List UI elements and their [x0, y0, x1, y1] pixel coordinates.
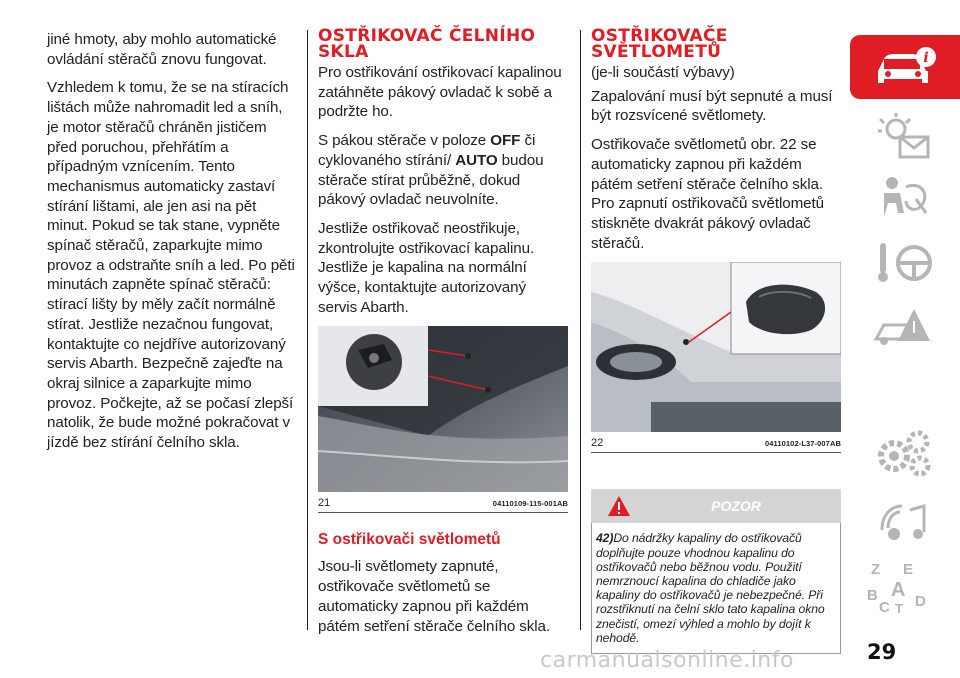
figure-number: 21	[318, 497, 331, 510]
text-run: S pákou stěrače v poloze	[318, 132, 491, 150]
subtitle: (je-li součástí výbavy)	[591, 64, 735, 81]
service-gears-icon	[870, 428, 940, 478]
section-heading	[318, 26, 568, 62]
washer-nozzle-photo	[318, 326, 568, 492]
paragraph: jiné hmoty, aby mohlo automatické ovládání stěračů znovu fungovat.	[47, 31, 277, 68]
paragraph: Pro ostřikování ostřikovací kapalinou zatáhněte pákový ovladač k sobě a podržte ho.	[318, 64, 562, 121]
text-run: budou stěrače stírat průběžně, dokud pákový ovladač neuvolníte.	[318, 151, 544, 209]
chapter-tab-multimedia[interactable]	[850, 495, 960, 551]
figure-caption	[591, 432, 841, 452]
index-letter: B	[867, 587, 878, 604]
paragraph	[318, 131, 568, 210]
windshield-washer-illustration	[318, 326, 568, 492]
keyword-auto: AUTO	[455, 151, 498, 169]
section-heading	[591, 26, 841, 62]
warning-header	[591, 489, 841, 523]
text-run: či cyklovaného stírání/	[318, 132, 536, 169]
column-2	[318, 26, 568, 645]
multimedia-icon	[870, 498, 940, 548]
paragraph: Jsou-li světlomety zapnuté, ostřikovače světlometů se automaticky zapnou při každém pátém setření stěrače čelního skla.	[318, 558, 551, 635]
column-1	[47, 30, 297, 462]
heading-line: SVĚTLOMETŮ	[591, 41, 722, 62]
column-3	[591, 26, 841, 654]
figure-22	[591, 262, 841, 453]
index-az-icon	[865, 561, 945, 617]
chapter-tab-emergency[interactable]	[850, 298, 960, 354]
warning-title: POZOR	[711, 498, 761, 515]
index-letter: Z	[871, 561, 881, 578]
chapter-tab-safety[interactable]	[850, 170, 960, 226]
page-number: 29	[867, 640, 897, 664]
warning-ref: 42)	[596, 531, 614, 546]
chapter-tab-starting[interactable]	[850, 234, 960, 290]
watermark: carmanualsonline.info	[540, 648, 794, 673]
paragraph: Jestliže ostřikovač neostřikuje, zkontrolujte ostřikovací kapalinu. Jestliže je kapalina na normální výšce, kontaktujte autorizovaný servis Abarth.	[318, 219, 535, 316]
chapter-tab-service[interactable]	[850, 425, 960, 481]
safety-airbag-icon	[870, 173, 940, 223]
index-letter: D	[915, 593, 926, 610]
figure-code: 04110102-L37-007AB	[764, 438, 841, 448]
warning-text	[596, 531, 830, 645]
column-divider-2	[580, 30, 581, 630]
heading-line: OSTŘIKOVAČE	[591, 26, 728, 46]
heading-line: OSTŘIKOVAČ ČELNÍHO	[318, 26, 536, 46]
figure-caption	[318, 492, 568, 512]
figure-21	[318, 326, 568, 513]
subheading: S ostřikovači světlometů	[318, 531, 501, 549]
steering-start-icon	[870, 237, 940, 287]
keyword-off: OFF	[490, 132, 521, 150]
warning-emergency-icon	[870, 301, 940, 351]
svg-text:i: i	[923, 50, 929, 66]
figure-code: 04110109-115-001AB	[492, 498, 568, 508]
index-letter: T	[895, 601, 903, 616]
index-letter: C	[879, 599, 890, 616]
chapter-tab-index[interactable]	[850, 558, 960, 620]
chapter-tab-car-info[interactable]	[850, 35, 960, 99]
paragraph: Zapalování musí být sepnuté a musí být rozsvícené světlomety.	[591, 87, 833, 125]
chapter-tab-dashboard[interactable]	[850, 108, 960, 164]
dashboard-lights-icon	[870, 111, 940, 161]
figure-number: 22	[591, 437, 604, 450]
headlight-washer-illustration	[591, 262, 841, 432]
index-letter: E	[903, 561, 914, 578]
heading-line: SKLA	[318, 41, 369, 62]
paragraph: Ostřikovače světlometů obr. 22 se automaticky zapnou při každém pátém setření stěrače čelního skla. Pro zapnutí ostřikovačů světlometů stiskněte dvakrát pákový ovladač stěračů.	[591, 136, 824, 252]
column-divider-1	[307, 30, 308, 630]
warning-body	[591, 523, 841, 654]
car-headlight-photo	[591, 262, 841, 432]
paragraph: Vzhledem k tomu, že se na stíracích lištách může nahromadit led a sníh, je motor stěračů chráněn jističem před poruchou, přehřátím a případným vznícením. Tento mechanismus automaticky zastaví stírání lištami, ale jen asi na pět minut. Pokud se tak stane, vypněte spínač stěračů, zaparkujte mimo provoz a odstraňte sníh a led. Po pěti minutách zapněte spínač stěračů: stírací lišty by měly začít normálně stírat. Jestliže nezačnou fungovat, kontaktujte co nejdříve autorizovaný servis Abarth. Bezpečně zajeďte na okraj silnice a zaparkujte mimo provoz. Počkejte, až se počasí zlepší natolik, že bude možné pokračovat v jízdě bez stírání čelního skla.	[47, 79, 295, 452]
warning-text-run: Do nádržky kapaliny do ostřikovačů doplňujte pouze vhodnou kapalinu do ostřikovačů nebo běžnou vodu. Použití nemrznoucí kapalina do chladiče jako kapaliny do ostřikovačů je nebezpečné. Při rozstřiknutí na čelní sklo tato kapalina okno znečistí, omezí výhled a mohlo by dojít k nehodě.	[596, 531, 825, 645]
car-info-icon	[870, 43, 940, 91]
index-letter: A	[891, 579, 906, 601]
